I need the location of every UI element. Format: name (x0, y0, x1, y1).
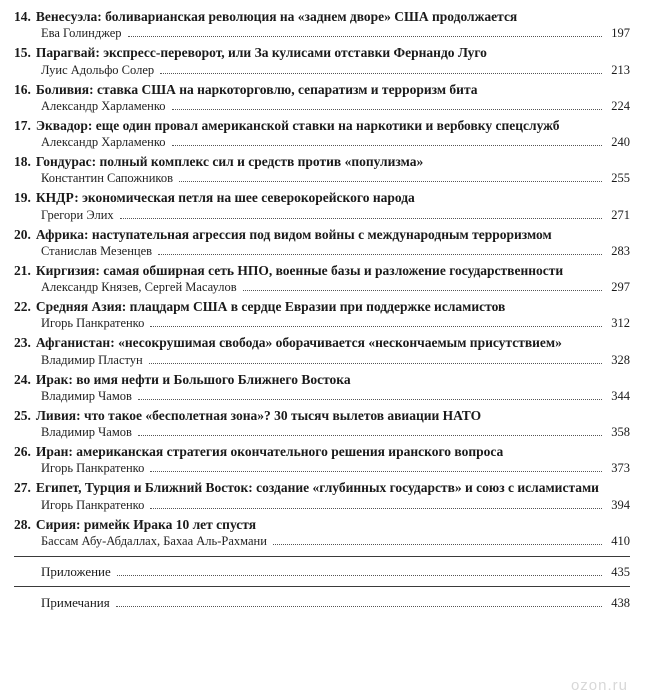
toc-entry-author: Луис Адольфо Солер (41, 62, 155, 77)
toc-entry-title: Киргизия: самая обширная сеть НПО, военные базы и разложение государственности (35, 262, 564, 278)
leader-dots (138, 434, 602, 436)
toc-entry-page: 312 (611, 316, 630, 331)
toc-entry-title-row (14, 44, 630, 61)
toc-entry-number: 28. (14, 516, 31, 532)
toc-entry-author-row (14, 135, 630, 150)
toc-tail-entry[interactable] (14, 595, 630, 611)
toc-entry-author-row (14, 534, 630, 549)
toc-entry-title: Африка: наступательная агрессия под видом войны с международным терроризмом (35, 226, 552, 242)
toc-entry[interactable] (14, 189, 630, 222)
toc-entry-number: 24. (14, 371, 31, 387)
toc-entry[interactable] (14, 443, 630, 476)
toc-entry-page: 255 (611, 171, 630, 186)
toc-entry-title: Сирия: римейк Ирака 10 лет спустя (35, 516, 257, 532)
section-divider (14, 586, 630, 587)
toc-entry-title-row (14, 262, 630, 279)
leader-dots (160, 72, 602, 74)
toc-entry-page: 271 (611, 207, 630, 222)
toc-entry-page: 344 (611, 388, 630, 403)
leader-dots (158, 253, 602, 255)
toc-entry-number: 17. (14, 117, 31, 133)
toc-tail-label: Приложение (41, 563, 111, 579)
toc-entry-number: 14. (14, 9, 31, 24)
leader-dots (116, 605, 602, 607)
toc-entry-title-row (14, 334, 630, 351)
section-divider (14, 556, 630, 557)
leader-dots (243, 289, 602, 291)
toc-entry-page: 328 (611, 352, 630, 367)
toc-entry-title-row (14, 117, 630, 134)
toc-entry-title-row (14, 516, 630, 533)
toc-entry-title-row (14, 298, 630, 315)
toc-entry-author-row (14, 461, 630, 476)
toc-entry-number: 27. (14, 480, 31, 496)
toc-entry-title-row (14, 226, 630, 243)
toc-entry-author: Владимир Чамов (41, 425, 132, 440)
toc-entry-author-row (14, 280, 630, 295)
toc-entry-page: 394 (611, 497, 630, 512)
toc-entry-number: 20. (14, 226, 31, 242)
toc-entry-title: Египет, Турция и Ближний Восток: создание «глубинных государств» и союз с исламистами (35, 480, 599, 496)
toc-entry[interactable] (14, 479, 630, 512)
toc-entry-author-row (14, 316, 630, 331)
toc-entry-author: Александр Харламенко (41, 135, 166, 150)
toc-entry-title: Афганистан: «несокрушимая свобода» оборачивается «нескончаемым присутствием» (35, 335, 562, 351)
toc-entry-title-row (14, 443, 630, 460)
toc-entry-page: 297 (611, 280, 630, 295)
toc-entry[interactable] (14, 334, 630, 367)
toc-entry-page: 283 (611, 243, 630, 258)
toc-entry-number: 19. (14, 190, 31, 206)
toc-entry-title: Парагвай: экспресс-переворот, или За кулисами отставки Фернандо Луго (35, 45, 487, 61)
toc-entry-author-row (14, 99, 630, 114)
toc-entry-author-row (14, 63, 630, 78)
toc-entry-author-row (14, 244, 630, 259)
toc-entry-author-row (14, 26, 630, 41)
toc-entry[interactable] (14, 117, 630, 150)
toc-entry-title-row (14, 153, 630, 170)
leader-dots (120, 217, 602, 219)
leader-dots (117, 574, 602, 576)
toc-entry-number: 21. (14, 262, 31, 278)
toc-tail-label: Примечания (41, 594, 110, 610)
leader-dots (179, 180, 602, 182)
toc-tail-page: 435 (611, 564, 630, 579)
toc-entry-number: 15. (14, 45, 31, 61)
toc-entry[interactable] (14, 516, 630, 549)
toc-entry-author: Игорь Панкратенко (41, 316, 145, 331)
toc-entry[interactable] (14, 298, 630, 331)
toc-entry-title: Венесуэла: боливарианская революция на «заднем дворе» США продолжается (35, 9, 518, 24)
toc-entry-author-row (14, 171, 630, 186)
toc-entry-number: 18. (14, 154, 31, 170)
toc-entry-title-row (14, 371, 630, 388)
toc-entry-title-row (14, 189, 630, 206)
toc-entry-author-row (14, 498, 630, 513)
toc-tail-entry[interactable] (14, 564, 630, 580)
leader-dots (150, 470, 602, 472)
toc-entry-author: Владимир Пластун (41, 352, 143, 367)
toc-entry-number: 23. (14, 335, 31, 351)
toc-entry-author: Александр Харламенко (41, 98, 166, 113)
toc-entry-title: Боливия: ставка США на наркоторговлю, сепаратизм и терроризм бита (35, 81, 478, 97)
toc-entry-page: 224 (611, 98, 630, 113)
toc-entry-author: Бассам Абу-Абдаллах, Бахаа Аль-Рахмани (41, 533, 267, 548)
leader-dots (149, 362, 602, 364)
leader-dots (172, 144, 602, 146)
toc-entry-number: 22. (14, 299, 31, 315)
leader-dots (128, 35, 602, 37)
leader-dots (138, 398, 602, 400)
toc-entry[interactable] (14, 44, 630, 77)
toc-entry-number: 25. (14, 407, 31, 423)
toc-entry-title-row (14, 407, 630, 424)
toc-entry-author: Владимир Чамов (41, 388, 132, 403)
toc-entry-author: Александр Князев, Сергей Масаулов (41, 280, 237, 295)
toc-entry-title: КНДР: экономическая петля на шее северокорейского народа (35, 190, 415, 206)
toc-entry-title-row (14, 81, 630, 98)
toc-entry-title: Гондурас: полный комплекс сил и средств против «популизма» (35, 154, 424, 170)
watermark: ozon.ru (570, 677, 628, 694)
toc-entry-author: Грегори Элих (41, 207, 114, 222)
toc-entry-title: Ливия: что такое «бесполетная зона»? 30 тысяч вылетов авиации НАТО (35, 407, 482, 423)
toc-entry[interactable] (14, 81, 630, 114)
leader-dots (150, 507, 602, 509)
toc-entry-author-row (14, 208, 630, 223)
toc-entry-title: Ирак: во имя нефти и Большого Ближнего Востока (35, 371, 351, 387)
toc-entry[interactable] (14, 153, 630, 186)
toc-entry-page: 410 (611, 533, 630, 548)
toc-entry-page: 213 (611, 62, 630, 77)
leader-dots (150, 325, 602, 327)
toc-entry-page: 240 (611, 135, 630, 150)
toc-entry-title-row (14, 479, 630, 496)
toc-entry-title: Иран: американская стратегия окончательного решения иранского вопроса (35, 444, 504, 460)
toc-entry-author: Игорь Панкратенко (41, 461, 145, 476)
toc-entry[interactable] (14, 407, 630, 440)
toc-entry-page: 373 (611, 461, 630, 476)
toc-entry-author-row (14, 425, 630, 440)
toc-entry-title: Эквадор: еще один провал американской ставки на наркотики и вербовку спецслужб (35, 117, 560, 133)
toc-entry-page: 197 (611, 26, 630, 41)
leader-dots (172, 108, 602, 110)
toc-entry-title-row (14, 8, 630, 25)
toc-entry-number: 16. (14, 81, 31, 97)
toc-entry-author: Константин Сапожников (41, 171, 173, 186)
toc-entry-author: Ева Голинджер (41, 26, 122, 41)
toc-tail-page: 438 (611, 595, 630, 610)
toc-entry-author-row (14, 353, 630, 368)
toc-entry-author-row (14, 389, 630, 404)
toc-entry-author: Станислав Мезенцев (41, 243, 153, 258)
toc-entry-title: Средняя Азия: плацдарм США в сердце Евразии при поддержке исламистов (35, 299, 506, 315)
toc-entry-page: 358 (611, 425, 630, 440)
toc-entry-author: Игорь Панкратенко (41, 497, 145, 512)
toc-entry-number: 26. (14, 444, 31, 460)
toc-list (14, 8, 630, 549)
toc-entry[interactable] (14, 262, 630, 295)
toc-entry[interactable] (14, 371, 630, 404)
leader-dots (273, 543, 602, 545)
toc-entry[interactable] (14, 8, 630, 41)
toc-entry[interactable] (14, 226, 630, 259)
